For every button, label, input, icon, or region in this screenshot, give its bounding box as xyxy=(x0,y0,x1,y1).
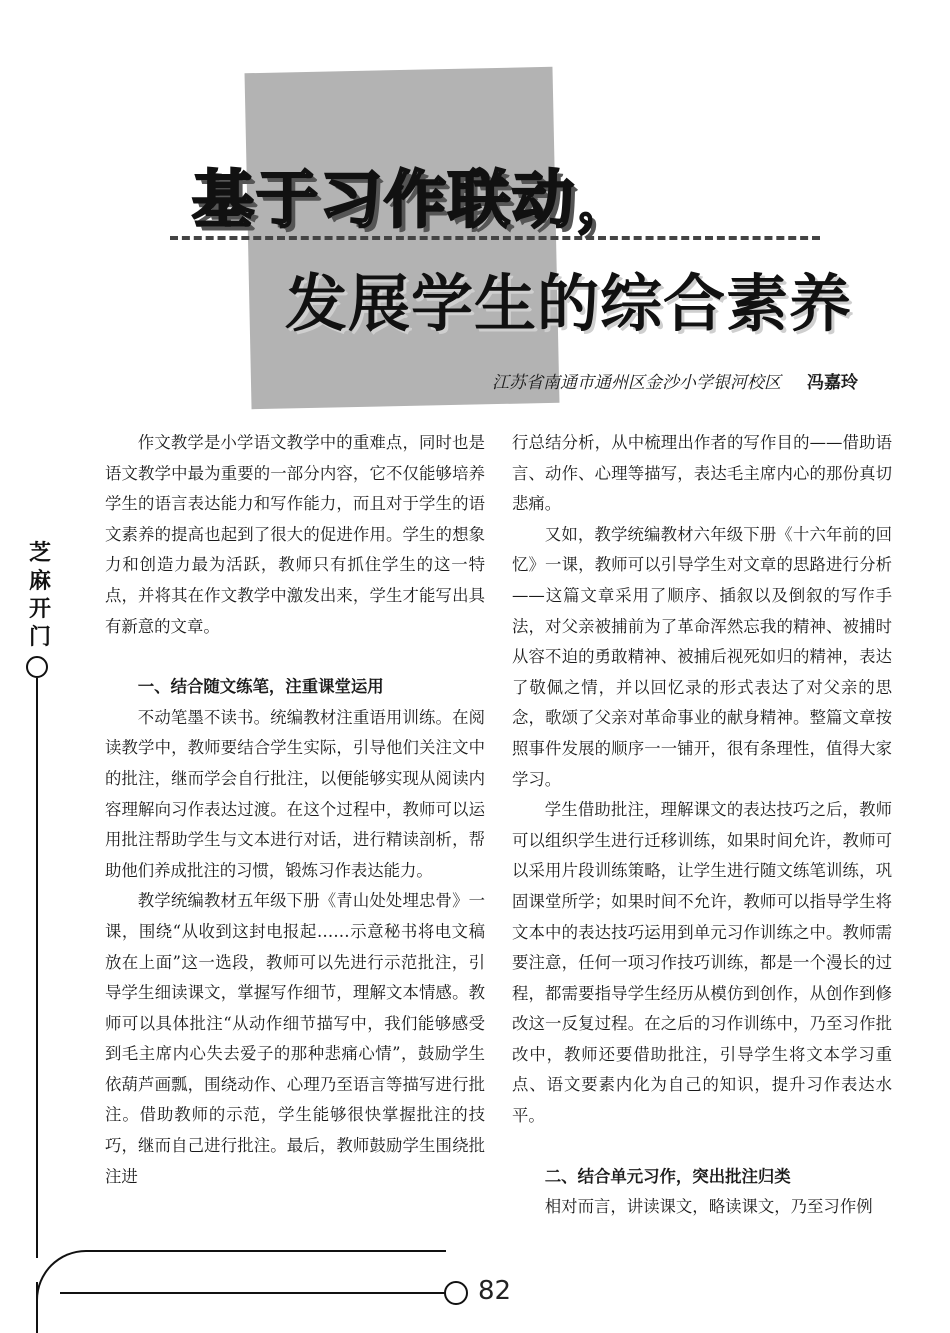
paragraph: 行总结分析，从中梳理出作者的写作目的——借助语言、动作、心理等描写，表达毛主席内心的那份真切悲痛。 xyxy=(512,433,892,514)
paragraph: 又如，教学统编教材六年级下册《十六年前的回忆》一课，教师可以引导学生对文章的思路进行分析——这篇文章采用了顺序、插叙以及倒叙的写作手法，对父亲被捕前为了革命浑然忘我的精神、被捕时从容不迫的勇敢精神、被捕后视死如归的精神，表达了敬佩之情，并以回忆录的形式表达了对父亲的思念，歌颂了父亲对革命事业的献身精神。整篇文章按照事件发展的顺序一一铺开，很有条理性，值得大家学习。 xyxy=(512,524,892,789)
footer-rule xyxy=(104,1250,446,1252)
side-circle-ornament xyxy=(26,656,48,678)
title-line-2: 发展学生的综合素养 xyxy=(285,267,853,340)
paragraph: 学生借助批注，理解课文的表达技巧之后，教师可以组织学生进行迁移训练，如果时间允许，教师可以采用片段训练策略，让学生进行随文练笔训练，巩固课堂所学；如果时间不允许，教师可以指导学生将文本中的表达技巧运用到单元习作训练之中。教师需要注意，任何一项习作技巧训练，都是一个漫长的过程，都需要指导学生经历从模仿到创作，从创作到修改这一反复过程。在之后的习作训练中，乃至习作批改中，教师还要借助批注，引导学生将文本学习重点、语文要素内化为自己的知识，提升习作表达水平。 xyxy=(512,800,892,1126)
right-column xyxy=(512,428,892,1223)
side-bottom-rule xyxy=(36,1282,38,1333)
title-divider xyxy=(170,236,820,240)
section-heading-1: 一、结合随文练笔，注重课堂运用 xyxy=(137,677,384,697)
author-institution: 江苏省南通市通州区金沙小学银河校区 xyxy=(492,373,781,393)
side-vertical-rule xyxy=(36,678,38,1258)
paragraph: 相对而言，讲读课文，略读课文，乃至习作例 xyxy=(544,1197,873,1217)
left-column xyxy=(105,428,485,1192)
section-heading-2: 二、结合单元习作，突出批注归类 xyxy=(544,1166,791,1186)
page-number: 82 xyxy=(478,1276,512,1306)
paragraph: 不动笔墨不读书。统编教材注重语用训练。在阅读教学中，教师要结合学生实际，引导他们关注文中的批注，继而学会自行批注，以便能够实现从阅读内容理解向习作表达过渡。在这个过程中，教师可以运用批注帮助学生与文本进行对话，进行精读剖析，帮助他们养成批注的习惯，锻炼习作表达能力。 xyxy=(105,707,485,880)
paragraph: 作文教学是小学语文教学中的重难点，同时也是语文教学中最为重要的一部分内容，它不仅能够培养学生的语言表达能力和写作能力，而且对于学生的语文素养的提高也起到了很大的促进作用。学生的想象力和创造力最为活跃，教师只有抓住学生的这一特点，并将其在作文教学中激发出来，学生才能写出具有新意的文章。 xyxy=(105,433,485,636)
footer-circle-ornament xyxy=(444,1281,468,1305)
footer-connector-rule xyxy=(60,1292,446,1294)
paragraph: 教学统编教材五年级下册《青山处处埋忠骨》一课，围绕“从收到这封电报起……示意秘书将电文稿放在上面”这一选段，教师可以先进行示范批注，引导学生细读课文，掌握写作细节，理解文本情感。教师可以具体批注“从动作细节描写中，我们能够感受到毛主席内心失去爱子的那种悲痛心情”，鼓励学生依葫芦画瓢，围绕动作、心理乃至语言等描写进行批注。借助教师的示范，学生能够很快掌握批注的技巧，继而自己进行批注。最后，教师鼓励学生围绕批注进 xyxy=(105,891,485,1186)
section-label: 芝麻开门 xyxy=(28,541,51,650)
author-name: 冯嘉玲 xyxy=(807,373,858,393)
title-line-1: 基于习作联动， xyxy=(192,163,641,236)
byline xyxy=(492,368,858,393)
